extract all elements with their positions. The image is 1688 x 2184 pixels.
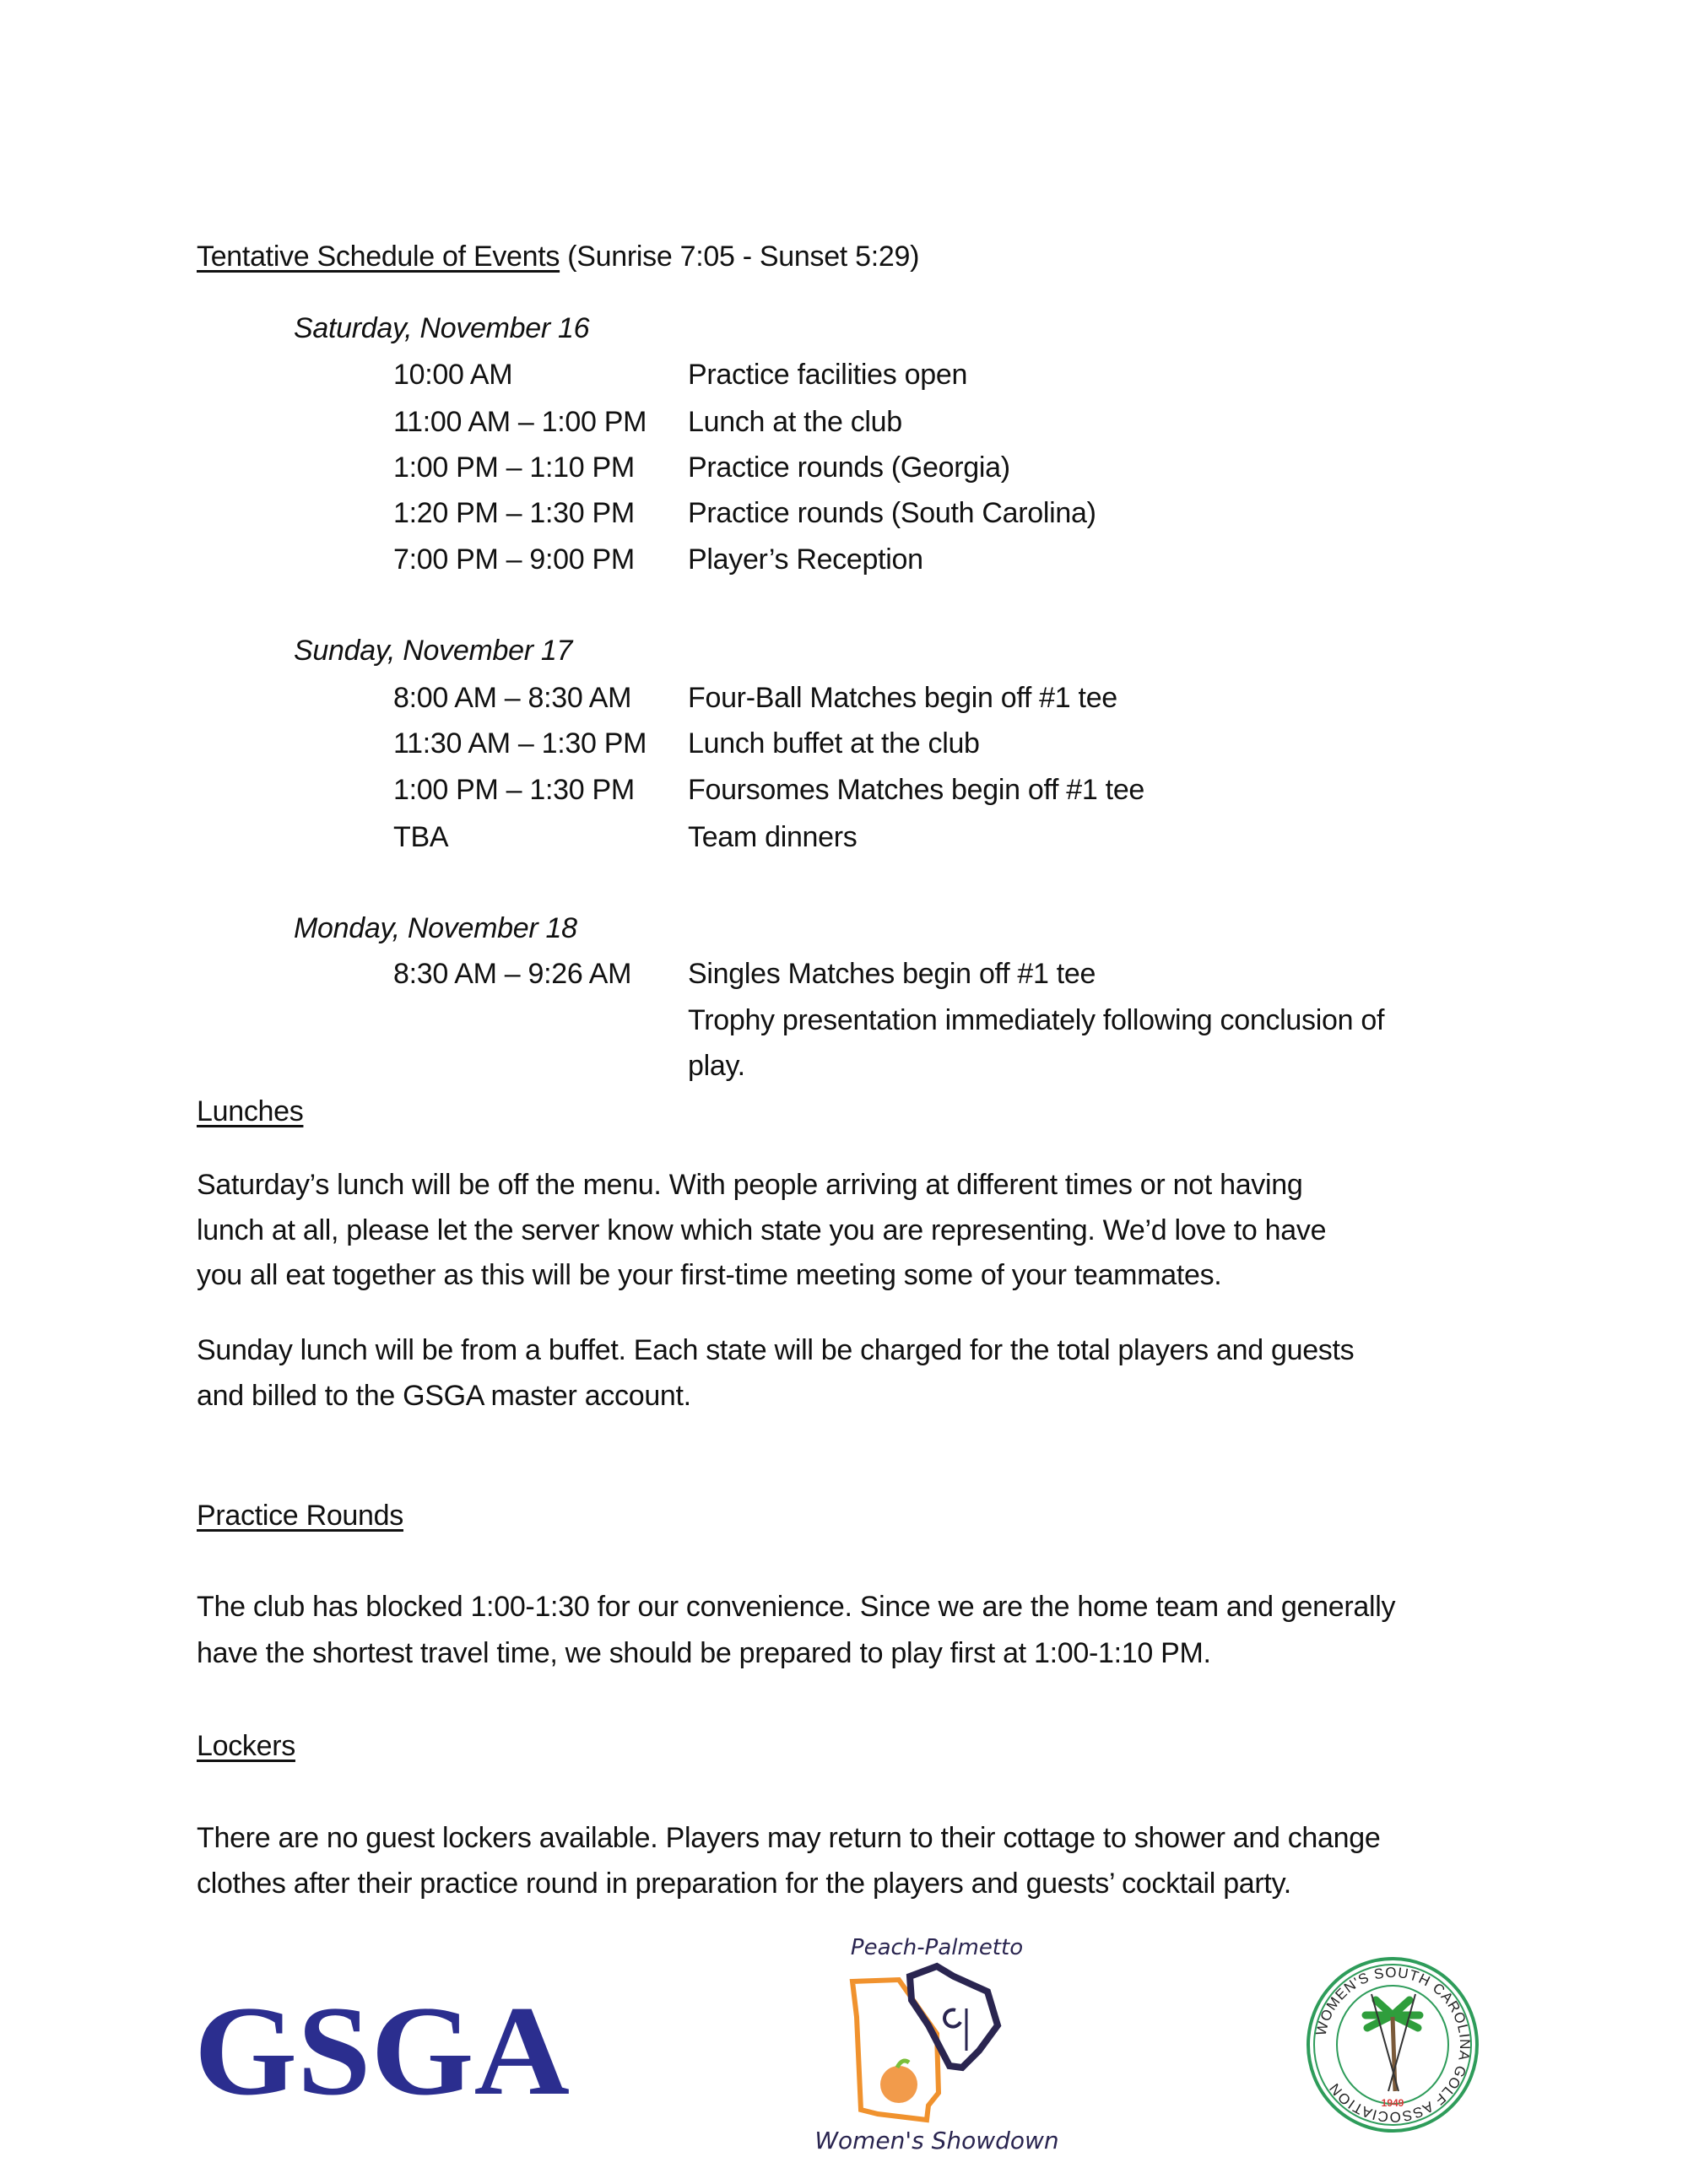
day-heading: Sunday, November 17 bbox=[294, 635, 573, 667]
row-time: 11:30 AM – 1:30 PM bbox=[393, 727, 647, 760]
row-time: 8:00 AM – 8:30 AM bbox=[393, 682, 632, 714]
wscga-seal-logo bbox=[1304, 1956, 1481, 2133]
practice-heading: Practice Rounds bbox=[197, 1500, 403, 1532]
svg-text:GSGA: GSGA bbox=[194, 1980, 570, 2122]
row-time: 10:00 AM bbox=[393, 359, 513, 391]
svg-text:WOMEN'S SOUTH CAROLINA GOLF AS: WOMEN'S SOUTH CAROLINA GOLF ASSOCIATION bbox=[1312, 1964, 1474, 2126]
row-time: TBA bbox=[393, 821, 449, 853]
row-event: Lunch at the club bbox=[688, 406, 902, 438]
gsga-logo bbox=[194, 1979, 574, 2122]
lockers-heading: Lockers bbox=[197, 1730, 295, 1762]
paragraph-line: There are no guest lockers available. Players may return to their cottage to shower and change bbox=[197, 1822, 1381, 1854]
paragraph-line: Saturday’s lunch will be off the menu. With people arriving at different times or not having bbox=[197, 1169, 1303, 1201]
row-time: 8:30 AM – 9:26 AM bbox=[393, 958, 632, 990]
paragraph-line: clothes after their practice round in preparation for the players and guests’ cocktail party. bbox=[197, 1868, 1291, 1900]
row-event: Singles Matches begin off #1 tee bbox=[688, 958, 1096, 990]
row-time: 1:20 PM – 1:30 PM bbox=[393, 497, 635, 529]
day-heading: Monday, November 18 bbox=[294, 912, 577, 944]
row-event: Practice rounds (South Carolina) bbox=[688, 497, 1096, 529]
svg-text:Peach-Palmetto: Peach-Palmetto bbox=[850, 1935, 1024, 1960]
lunches-heading: Lunches bbox=[197, 1095, 304, 1127]
row-event: Four-Ball Matches begin off #1 tee bbox=[688, 682, 1117, 714]
row-time: 7:00 PM – 9:00 PM bbox=[393, 543, 635, 576]
row-time: 1:00 PM – 1:30 PM bbox=[393, 774, 635, 806]
row-event: Lunch buffet at the club bbox=[688, 727, 980, 760]
row-time: 11:00 AM – 1:00 PM bbox=[393, 406, 647, 438]
row-event: Player’s Reception bbox=[688, 543, 923, 576]
row-event: Practice rounds (Georgia) bbox=[688, 451, 1010, 484]
day-heading: Saturday, November 16 bbox=[294, 312, 590, 344]
paragraph-line: The club has blocked 1:00-1:30 for our convenience. Since we are the home team and generally bbox=[197, 1591, 1396, 1623]
row-event: Foursomes Matches begin off #1 tee bbox=[688, 774, 1145, 806]
svg-text:1949: 1949 bbox=[1381, 2097, 1404, 2109]
peach-palmetto-logo bbox=[810, 1933, 1063, 2152]
row-event: Team dinners bbox=[688, 821, 858, 853]
paragraph-line: Sunday lunch will be from a buffet. Each state will be charged for the total players and guests bbox=[197, 1334, 1355, 1366]
row-time: 1:00 PM – 1:10 PM bbox=[393, 451, 635, 484]
row-event: Practice facilities open bbox=[688, 359, 968, 391]
svg-text:Women's Showdown: Women's Showdown bbox=[814, 2127, 1059, 2154]
paragraph-line: you all eat together as this will be your first-time meeting some of your teammates. bbox=[197, 1259, 1222, 1291]
schedule-heading-line bbox=[197, 240, 919, 273]
paragraph-line: have the shortest travel time, we should be prepared to play first at 1:00-1:10 PM. bbox=[197, 1637, 1211, 1669]
trophy-note: play. bbox=[688, 1050, 745, 1082]
schedule-heading: Tentative Schedule of Events bbox=[197, 241, 560, 273]
paragraph-line: lunch at all, please let the server know which state you are representing. We’d love to have bbox=[197, 1214, 1327, 1246]
trophy-note: Trophy presentation immediately following conclusion of bbox=[688, 1004, 1385, 1036]
paragraph-line: and billed to the GSGA master account. bbox=[197, 1380, 691, 1412]
sun-times: (Sunrise 7:05 - Sunset 5:29) bbox=[567, 241, 920, 273]
